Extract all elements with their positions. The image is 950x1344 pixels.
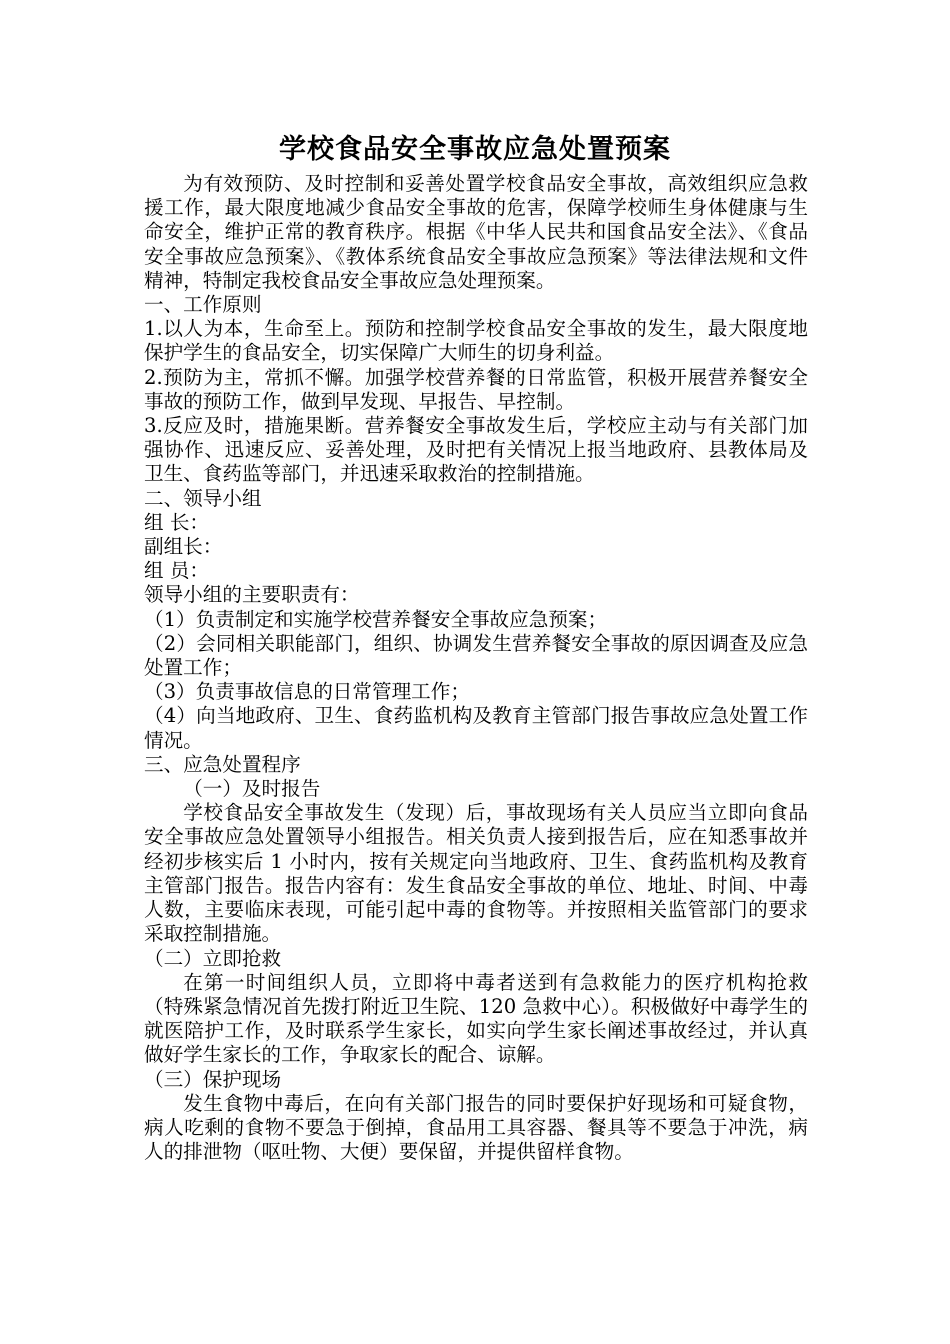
principle-item: 1.以人为本，生命至上。预防和控制学校食品安全事故的发生，最大限度地保护学生的食品安全，切实保障广大师生的切身利益。 xyxy=(144,317,808,365)
rescue-paragraph: 在第一时间组织人员，立即将中毒者送到有急救能力的医疗机构抢救（特殊紧急情况首先拨打附近卫生院、120 急救中心）。积极做好中毒学生的就医陪护工作，及时联系学生家长，如实向学生家长阐述事故经过，并认真做好学生家长的工作，争取家长的配合、谅解。 xyxy=(144,970,808,1067)
document-title: 学校食品安全事故应急处置预案 xyxy=(279,134,671,165)
duty-item: （3）负责事故信息的日常管理工作； xyxy=(144,680,470,704)
principle-item: 3.反应及时，措施果断。营养餐安全事故发生后，学校应主动与有关部门加强协作、迅速反应、妥善处理，及时把有关情况上报当地政府、县教体局及卫生、食药监等部门，并迅速采取救治的控制措施。 xyxy=(144,414,808,486)
leader-line: 组 长： xyxy=(144,510,210,534)
section-heading-procedures: 三、应急处置程序 xyxy=(144,752,301,776)
duty-item: （2）会同相关职能部门，组织、协调发生营养餐安全事故的原因调查及应急处置工作； xyxy=(144,631,808,680)
section-heading-leadership: 二、领导小组 xyxy=(144,486,262,510)
duty-item: （1）负责制定和实施学校营养餐安全事故应急预案； xyxy=(144,607,608,631)
subheading-protect-scene: （三）保护现场 xyxy=(144,1067,282,1091)
deputy-leader-line: 副组长： xyxy=(144,535,223,559)
section-heading-principles: 一、工作原则 xyxy=(144,293,262,317)
principle-item: 2.预防为主，常抓不懈。加强学校营养餐的日常监管，积极开展营养餐安全事故的预防工作，做到早发现、早报告、早控制。 xyxy=(144,365,808,413)
protect-scene-paragraph: 发生食物中毒后，在向有关部门报告的同时要保护好现场和可疑食物，病人吃剩的食物不要急于倒掉，食品用工具容器、餐具等不要急于冲洗，病人的排泄物（呕吐物、大便）要保留，并提供留样食物。 xyxy=(144,1091,808,1164)
duties-intro: 领导小组的主要职责有： xyxy=(144,583,360,607)
intro-paragraph: 为有效预防、及时控制和妥善处置学校食品安全事故，高效组织应急救援工作，最大限度地减少食品安全事故的危害，保障学校师生身体健康与生命安全，维护正常的教育秩序。根据《中华人民共和国食品安全法》、《食品安全事故应急预案》、《教体系统食品安全事故应急预案》等法律法规和文件精神，特制定我校食品安全事故应急处理预案。 xyxy=(144,172,808,292)
members-line: 组 员： xyxy=(144,559,210,583)
report-paragraph: 学校食品安全事故发生（发现）后，事故现场有关人员应当立即向食品安全事故应急处置领导小组报告。相关负责人接到报告后，应在知悉事故并经初步核实后 1 小时内，按有关规定向当地政府、卫生、食药监机构及教育主管部门报告。报告内容有：发生食品安全事故的单位、地址、时间、中毒人数，主要临床表现，可能引起中毒的食物等。并按照相关监管部门的要求采取控制措施。 xyxy=(144,801,808,946)
subheading-report: （一）及时报告 xyxy=(183,777,321,801)
duty-item: （4）向当地政府、卫生、食药监机构及教育主管部门报告事故应急处置工作情况。 xyxy=(144,704,808,752)
subheading-rescue: （二）立即抢救 xyxy=(144,946,282,970)
document-body xyxy=(144,172,808,1164)
